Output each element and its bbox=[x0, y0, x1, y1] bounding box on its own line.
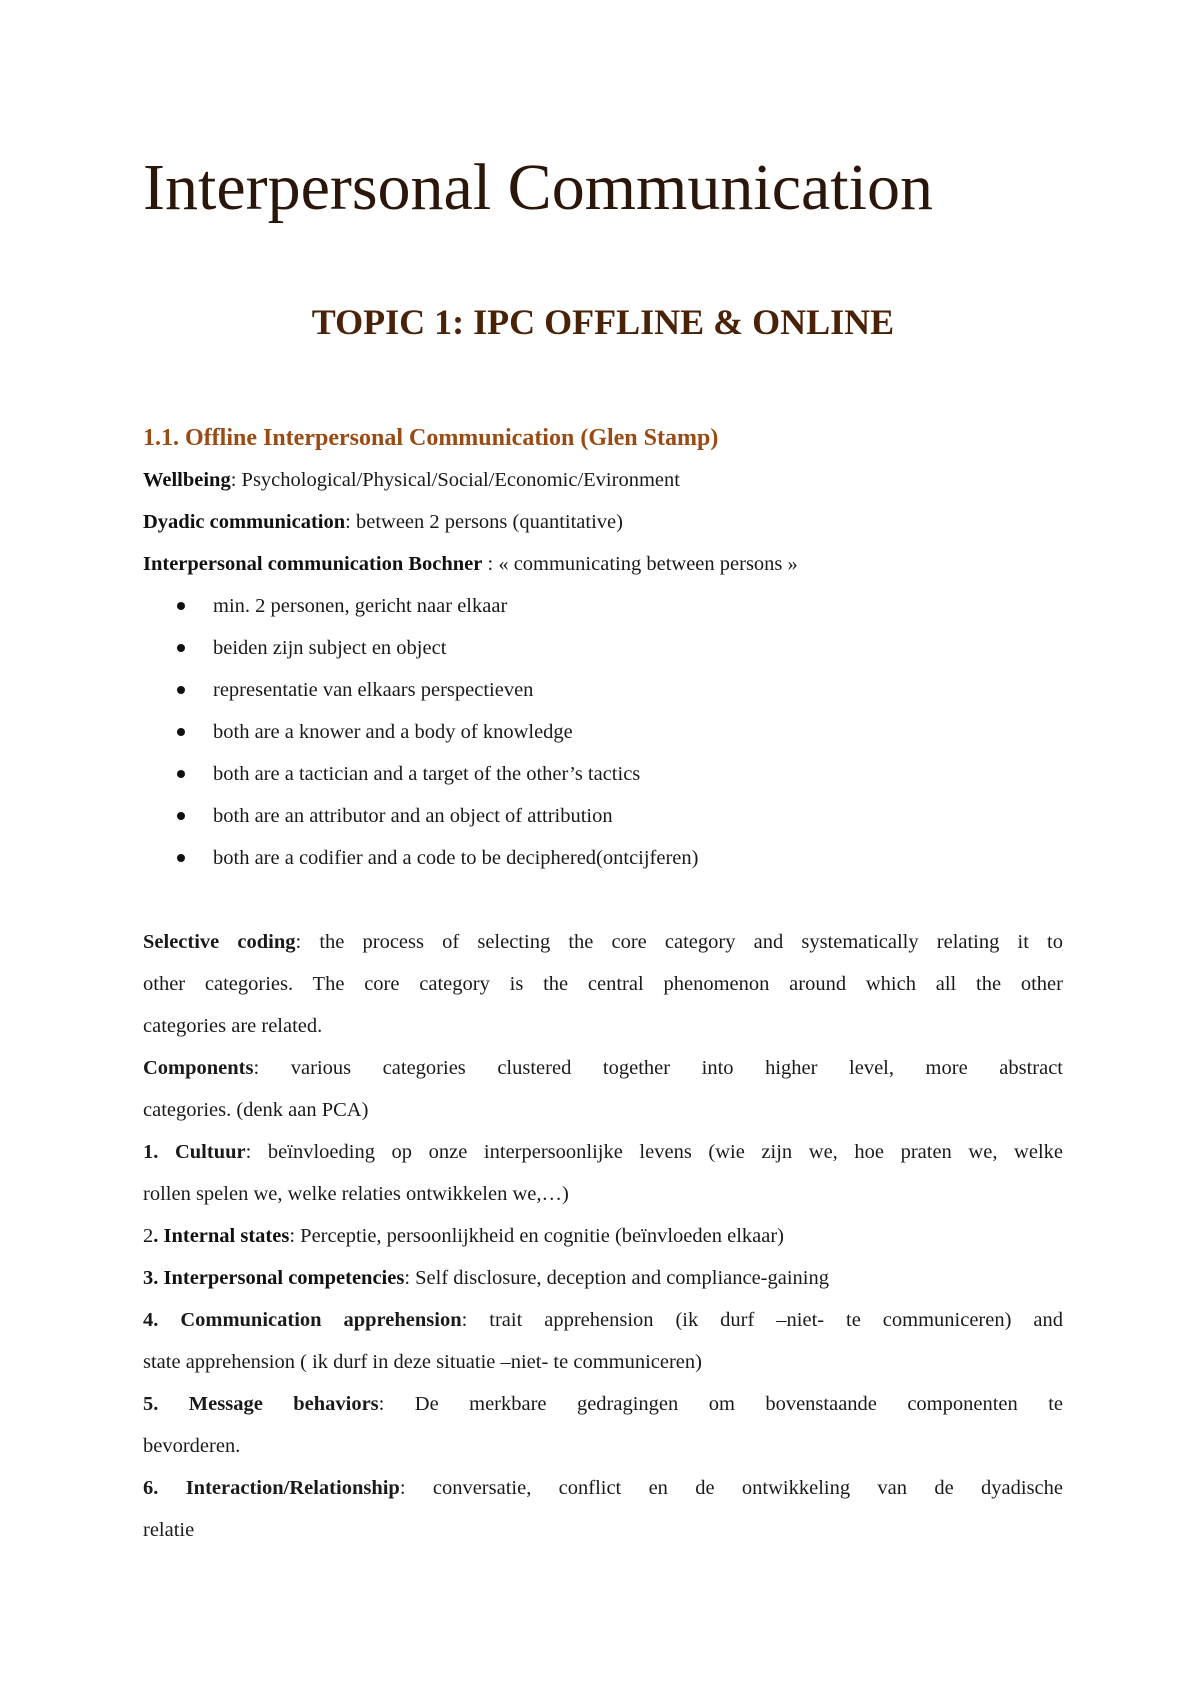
numbered-item-2-term: . Internal states bbox=[153, 1225, 290, 1247]
numbered-item-4-line1 bbox=[143, 1306, 1063, 1334]
list-item-text: both are a tactician and a target of the other’s tactics bbox=[213, 763, 641, 785]
components-line1 bbox=[143, 1054, 1063, 1082]
selective-coding-term: Selective coding bbox=[143, 931, 296, 953]
numbered-item-1-term: 1. Cultuur bbox=[143, 1141, 246, 1163]
numbered-item-5-line1 bbox=[143, 1390, 1063, 1418]
list-item-text: both are an attributor and an object of attribution bbox=[213, 805, 613, 827]
section-heading: 1.1. Offline Interpersonal Communication (Glen Stamp) bbox=[143, 425, 719, 451]
numbered-item-5-line2: bevorderen. bbox=[143, 1435, 241, 1457]
numbered-item-4-line2: state apprehension ( ik durf in deze situatie –niet- te communiceren) bbox=[143, 1351, 702, 1373]
components-term: Components bbox=[143, 1057, 254, 1079]
list-item-text: both are a knower and a body of knowledge bbox=[213, 721, 573, 743]
bullet-icon bbox=[177, 854, 185, 862]
selective-coding-line3: categories are related. bbox=[143, 1015, 323, 1037]
interpersonal-term: Interpersonal communication Bochner bbox=[143, 553, 483, 575]
dyadic-term: Dyadic communication bbox=[143, 511, 346, 533]
document-title: Interpersonal Communication bbox=[143, 151, 933, 224]
interpersonal-text: : « communicating between persons » bbox=[482, 553, 798, 575]
dyadic-definition bbox=[143, 508, 623, 536]
bullet-icon bbox=[177, 602, 185, 610]
bullet-icon bbox=[177, 770, 185, 778]
components-text: : various categories clustered together into higher level, more abstract bbox=[253, 1057, 1063, 1079]
numbered-item-2 bbox=[143, 1222, 784, 1250]
selective-coding-line2: other categories. The core category is the central phenomenon around which all the other bbox=[143, 973, 1063, 995]
wellbeing-definition bbox=[143, 466, 680, 494]
numbered-item-1-line2: rollen spelen we, welke relaties ontwikkelen we,…) bbox=[143, 1183, 569, 1205]
selective-coding-text: : the process of selecting the core category and systematically relating it to bbox=[295, 931, 1063, 953]
numbered-item-5-text: : De merkbare gedragingen om bovenstaande componenten te bbox=[378, 1393, 1063, 1415]
numbered-item-2-number: 2 bbox=[143, 1225, 154, 1247]
numbered-item-2-text: : Perceptie, persoonlijkheid en cognitie (beïnvloeden elkaar) bbox=[289, 1225, 785, 1247]
list-item-text: beiden zijn subject en object bbox=[213, 637, 447, 659]
numbered-item-3 bbox=[143, 1264, 829, 1292]
bullet-icon bbox=[177, 644, 185, 652]
list-item-text: both are a codifier and a code to be deciphered(ontcijferen) bbox=[213, 847, 699, 869]
numbered-item-6-text: : conversatie, conflict en de ontwikkeling van de dyadische bbox=[399, 1477, 1063, 1499]
numbered-item-6-term: 6. Interaction/Relationship bbox=[143, 1477, 400, 1499]
numbered-item-6-line2: relatie bbox=[143, 1519, 195, 1541]
bullet-icon bbox=[177, 686, 185, 694]
bullet-icon bbox=[177, 728, 185, 736]
wellbeing-term: Wellbeing bbox=[143, 469, 231, 491]
bullet-icon bbox=[177, 812, 185, 820]
numbered-item-6-line1 bbox=[143, 1474, 1063, 1502]
numbered-item-3-term: 3. Interpersonal competencies bbox=[143, 1267, 405, 1289]
wellbeing-text: : Psychological/Physical/Social/Economic/Evironment bbox=[230, 469, 680, 491]
list-item-text: representatie van elkaars perspectieven bbox=[213, 679, 534, 701]
selective-coding-line1 bbox=[143, 928, 1063, 956]
dyadic-text: : between 2 persons (quantitative) bbox=[345, 511, 623, 533]
interpersonal-definition bbox=[143, 550, 798, 578]
numbered-item-5-term: 5. Message behaviors bbox=[143, 1393, 379, 1415]
numbered-item-1-text: : beïnvloeding op onze interpersoonlijke levens (wie zijn we, hoe praten we, welke bbox=[245, 1141, 1063, 1163]
components-line2: categories. (denk aan PCA) bbox=[143, 1099, 369, 1121]
topic-title: TOPIC 1: IPC OFFLINE & ONLINE bbox=[311, 302, 895, 342]
numbered-item-1-line1 bbox=[143, 1138, 1063, 1166]
numbered-item-4-text: : trait apprehension (ik durf –niet- te communiceren) and bbox=[461, 1309, 1063, 1331]
list-item-text: min. 2 personen, gericht naar elkaar bbox=[213, 595, 508, 617]
numbered-item-4-term: 4. Communication apprehension bbox=[143, 1309, 462, 1331]
numbered-item-3-text: : Self disclosure, deception and compliance-gaining bbox=[404, 1267, 830, 1289]
